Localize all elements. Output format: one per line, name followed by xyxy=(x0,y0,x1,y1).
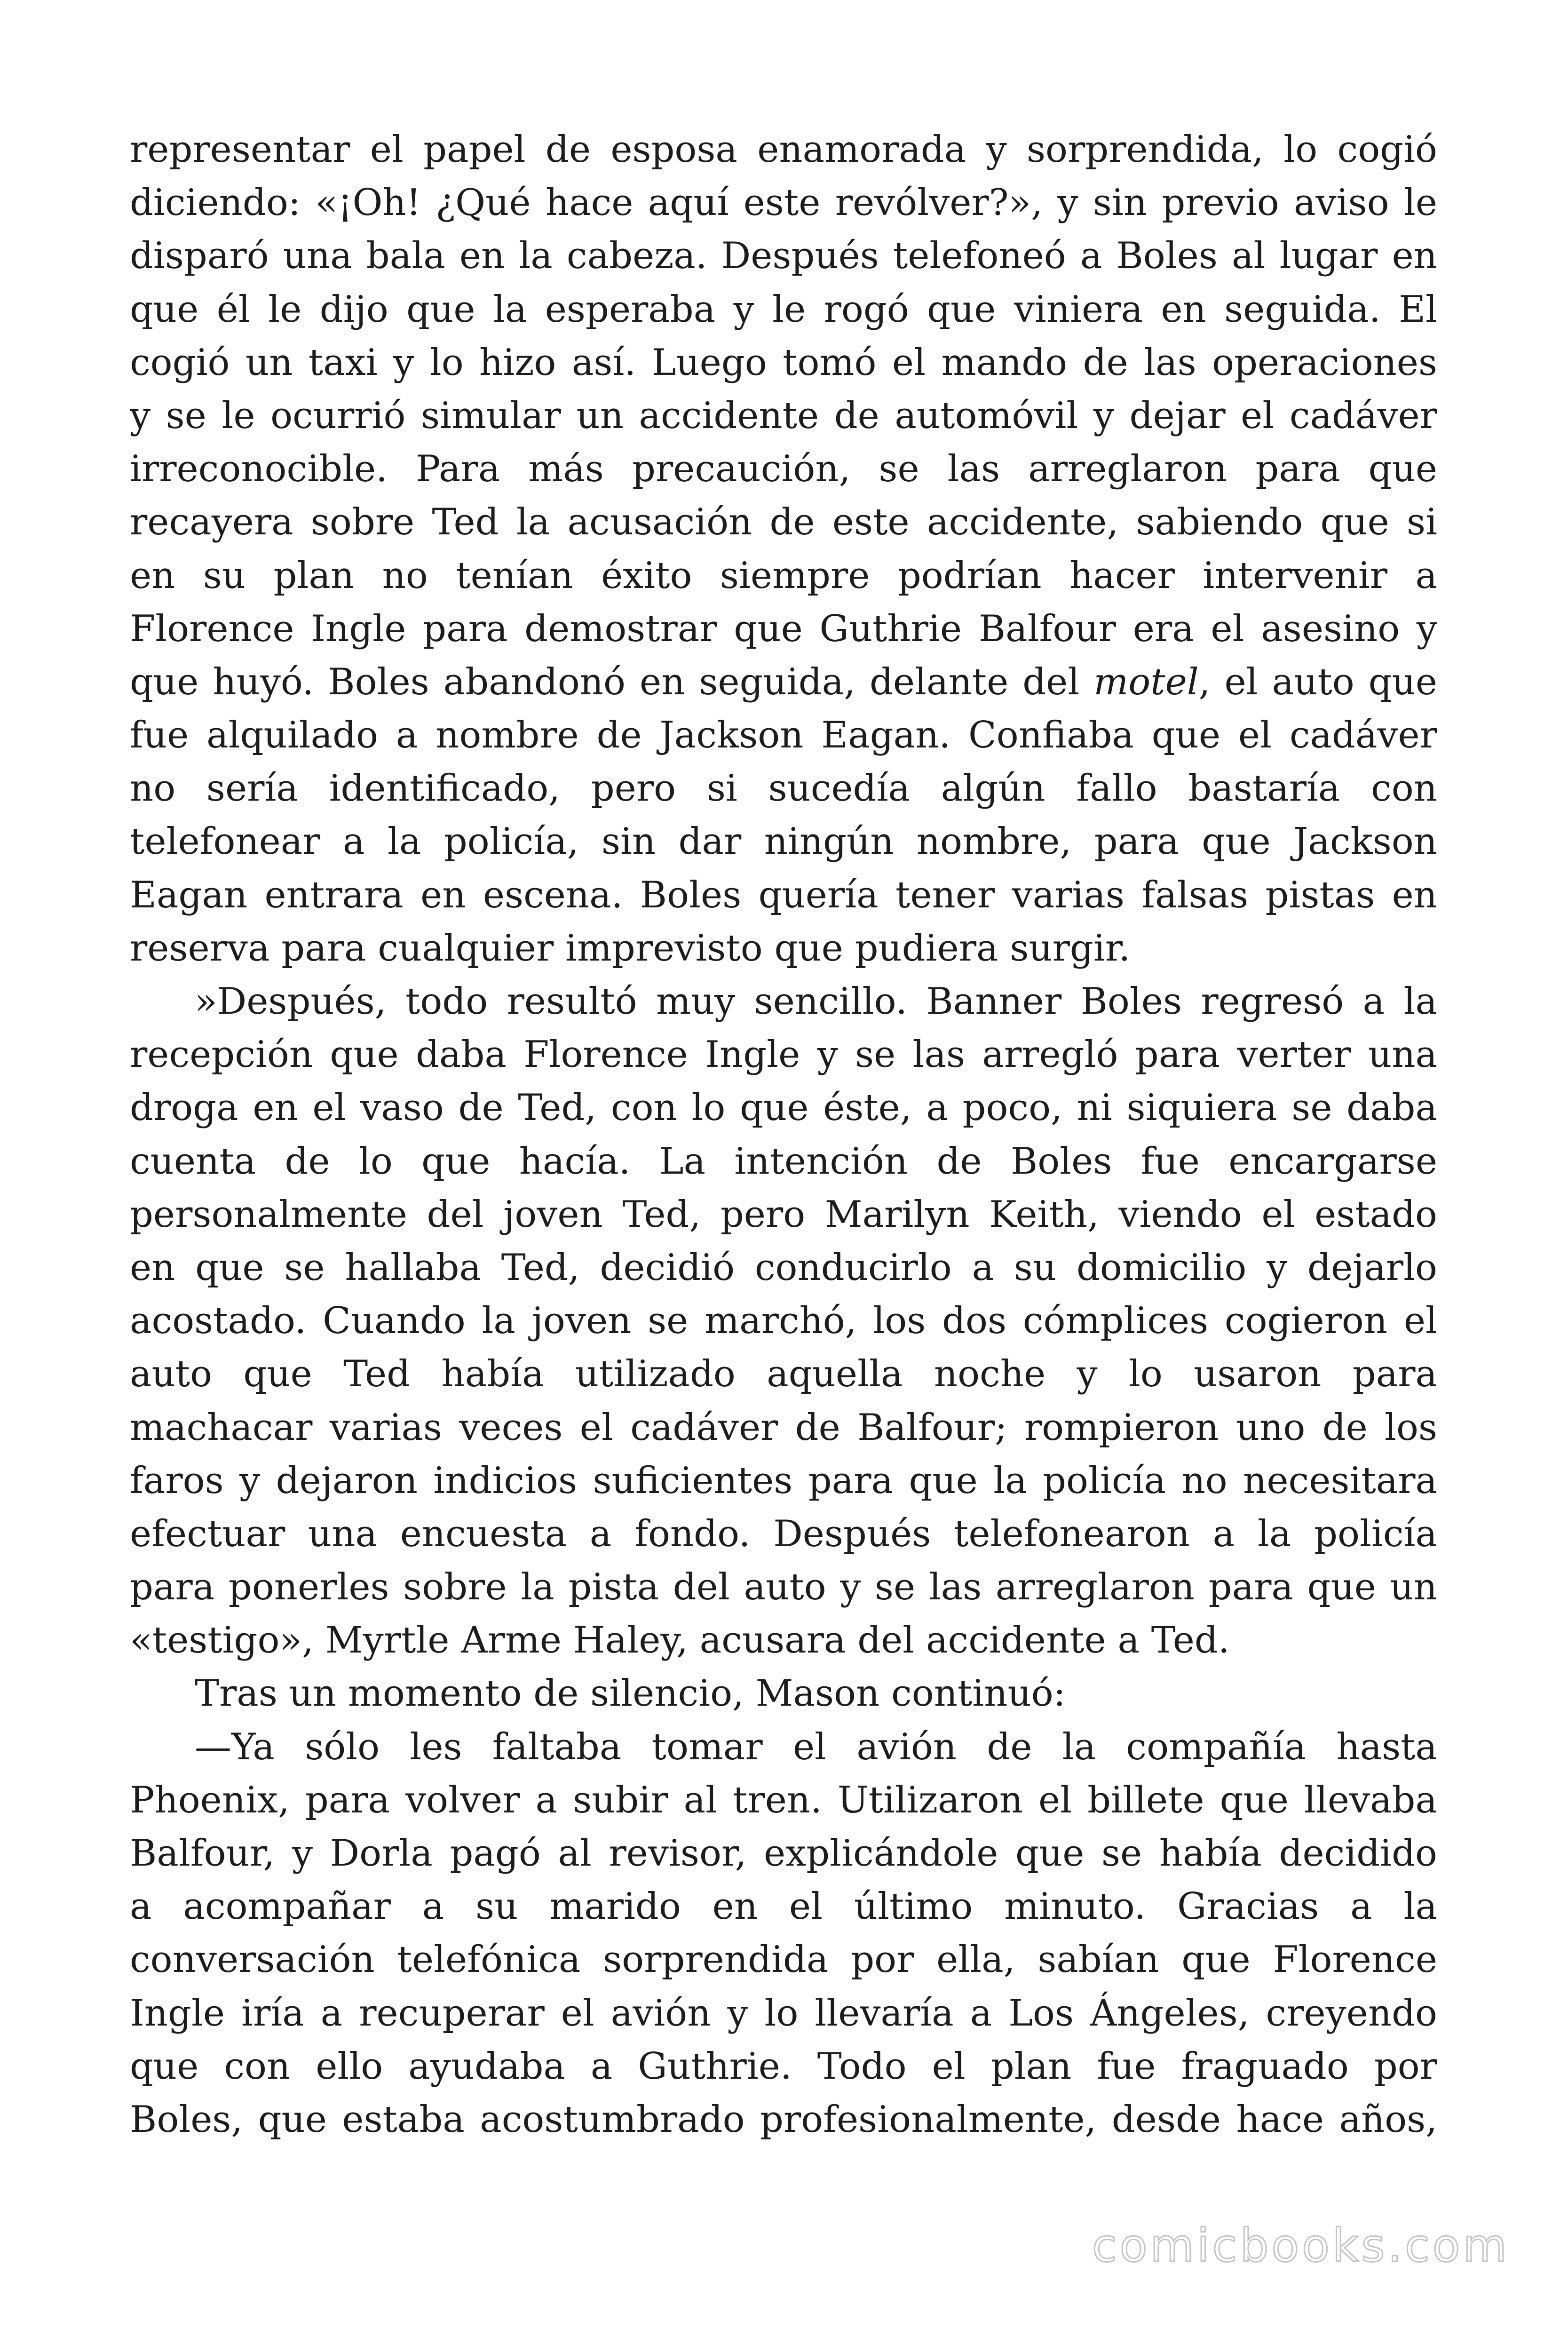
text-line: en su plan no tenían éxito siempre podrían hacer intervenir a xyxy=(130,554,1437,597)
text-line: cuenta de lo que hacía. La intención de Boles fue encargarse xyxy=(130,1140,1437,1183)
body-text xyxy=(130,123,1437,2146)
text-line: auto que Ted había utilizado aquella noche y lo usaron para xyxy=(130,1353,1437,1396)
text-line: Ingle iría a recuperar el avión y lo llevaría a Los Ángeles, creyendo xyxy=(130,1992,1437,2034)
text-line: disparó una bala en la cabeza. Después telefoneó a Boles al lugar en xyxy=(130,235,1437,278)
text-segment: , el auto que xyxy=(1198,660,1437,703)
text-line: diciendo: «¡Oh! ¿Qué hace aquí este revólver?», y sin previo aviso le xyxy=(130,182,1437,224)
text-line: recepción que daba Florence Ingle y se las arregló para verter una xyxy=(130,1033,1437,1076)
text-line: en que se hallaba Ted, decidió conducirlo a su domicilio y dejarlo xyxy=(130,1246,1437,1289)
text-line: y se le ocurrió simular un accidente de automóvil y dejar el cadáver xyxy=(130,394,1437,437)
text-line: Florence Ingle para demostrar que Guthrie Balfour era el asesino y xyxy=(130,607,1437,650)
text-line: Boles, que estaba acostumbrado profesionalmente, desde hace años, xyxy=(130,2098,1437,2141)
text-line: para ponerles sobre la pista del auto y se las arreglaron para que un xyxy=(130,1566,1437,1609)
text-line: conversación telefónica sorprendida por ella, sabían que Florence xyxy=(130,1939,1437,1981)
italic-word: motel xyxy=(1093,660,1199,703)
text-line: cogió un taxi y lo hizo así. Luego tomó el mando de las operaciones xyxy=(130,341,1437,384)
watermark-logo: comicbooks.com xyxy=(1092,2219,1510,2272)
text-line: irreconocible. Para más precaución, se las arreglaron para que xyxy=(130,448,1437,491)
paragraph-end-line: reserva para cualquier imprevisto que pudiera surgir. xyxy=(130,927,1131,969)
text-line: fue alquilado a nombre de Jackson Eagan. Confiaba que el cadáver xyxy=(130,714,1437,757)
text-line: Balfour, y Dorla pagó al revisor, explicándole que se había decidido xyxy=(130,1832,1437,1875)
text-line: droga en el vaso de Ted, con lo que éste, a poco, ni siquiera se daba xyxy=(130,1087,1437,1129)
text-segment: que huyó. Boles abandonó en seguida, delante del xyxy=(130,660,1094,703)
paragraph-end-line: «testigo», Myrtle Arme Haley, acusara del accidente a Ted. xyxy=(130,1619,1230,1662)
text-line: acostado. Cuando la joven se marchó, los dos cómplices cogieron el xyxy=(130,1300,1437,1343)
text-line: personalmente del joven Ted, pero Marilyn Keith, viendo el estado xyxy=(130,1193,1437,1236)
text-line: a acompañar a su marido en el último minuto. Gracias a la xyxy=(130,1885,1437,1928)
text-line: no sería identificado, pero si sucedía algún fallo bastaría con xyxy=(130,767,1437,810)
text-line: Eagan entrara en escena. Boles quería tener varias falsas pistas en xyxy=(130,874,1437,916)
dialogue-start-line: —Ya sólo les faltaba tomar el avión de la compañía hasta xyxy=(195,1725,1437,1768)
text-line: representar el papel de esposa enamorada y sorprendida, lo cogió xyxy=(130,128,1437,171)
text-line: Phoenix, para volver a subir al tren. Utilizaron el billete que llevaba xyxy=(130,1779,1437,1821)
text-line: machacar varias veces el cadáver de Balfour; rompieron uno de los xyxy=(130,1406,1437,1449)
text-line-with-italic xyxy=(130,656,1437,709)
paragraph-start-line: »Después, todo resultó muy sencillo. Banner Boles regresó a la xyxy=(195,980,1437,1023)
text-line: faros y dejaron indicios suficientes para que la policía no necesitara xyxy=(130,1459,1437,1502)
text-line: que él le dijo que la esperaba y le rogó que viniera en seguida. El xyxy=(130,288,1437,331)
text-line: recayera sobre Ted la acusación de este accidente, sabiendo que si xyxy=(130,501,1437,544)
text-line: que con ello ayudaba a Guthrie. Todo el plan fue fraguado por xyxy=(130,2045,1437,2088)
text-line: telefonear a la policía, sin dar ningún nombre, para que Jackson xyxy=(130,820,1437,863)
text-line: efectuar una encuesta a fondo. Después telefonearon a la policía xyxy=(130,1512,1437,1555)
paragraph-line: Tras un momento de silencio, Mason continuó: xyxy=(195,1672,1066,1715)
